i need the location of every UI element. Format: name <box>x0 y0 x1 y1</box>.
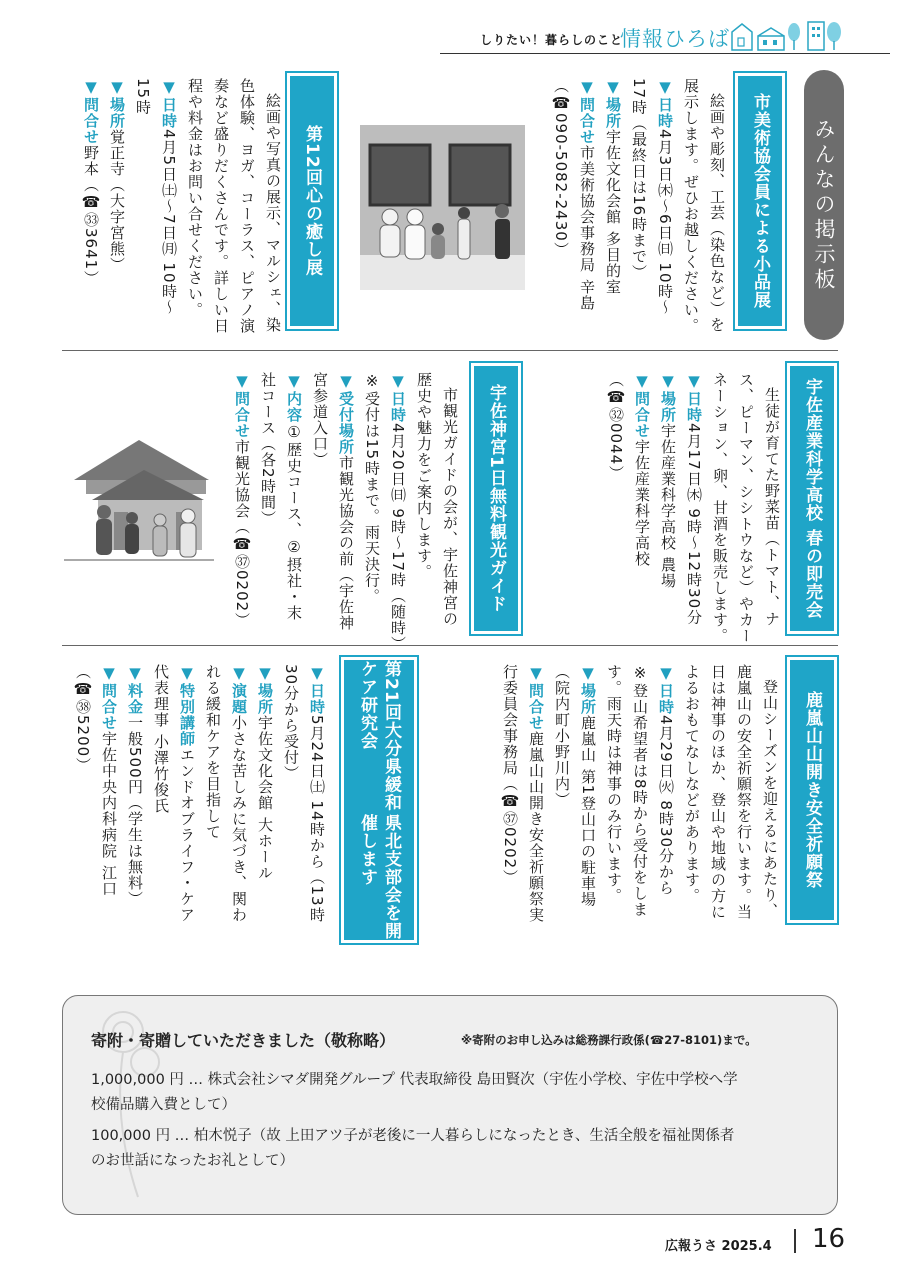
art-place <box>600 78 626 348</box>
donation-entry-1 <box>91 1068 821 1118</box>
date-label: ▼日時 <box>308 664 326 715</box>
sangyo-title <box>790 366 834 631</box>
kanwa-date-cont: 30分から受付） <box>282 664 300 782</box>
art-contact <box>574 78 600 348</box>
jingu-title-text: 宇佐神宮1日無料観光ガイド <box>486 384 506 613</box>
kanko-line: よるおもてなしなどがあります。 <box>683 664 701 904</box>
kanko-line: 日は神事のほか、登山や地域の方に <box>709 664 727 920</box>
iyashi-line: 奏など盛りだくさんです。詳しい日 <box>212 78 230 334</box>
kanwa-theme <box>226 664 252 934</box>
fee-label: ▼料金 <box>126 664 144 715</box>
kanko-line: 登山シーズンを迎えるにあたり、 <box>761 679 779 919</box>
date-label: ▼日時 <box>160 78 178 129</box>
kanko-line: 鹿嵐山の安全祈願祭を行います。当 <box>735 664 753 920</box>
kanwa-place <box>252 664 278 934</box>
place-label: ▼場所 <box>659 372 677 423</box>
art-exhibit-title <box>738 76 782 326</box>
art-line: 展示します。ぜひお越しください。 <box>682 78 700 334</box>
museum-visitors-illustration <box>360 125 525 290</box>
footer-label: 広報うさ 2025.4 <box>665 1239 772 1254</box>
fee-text: 一般500円（学生は無料） <box>126 715 144 907</box>
date-text: 4月17日㈭ 9時～12時30分 <box>685 423 703 626</box>
kanwa-speaker-cont: 代表理事 小澤竹俊氏 <box>152 664 170 814</box>
place-label: ▼場所 <box>604 78 622 129</box>
art-date-cont: 17時（最終日は16時まで） <box>630 78 648 281</box>
sangyo-line: ネーション、卵、甘酒を販売します。 <box>711 372 729 644</box>
contact-label: ▼問合せ <box>100 664 118 731</box>
iyashi-line: 程や料金はお問い合せください。 <box>186 78 204 318</box>
reception-text: 市観光協会の前（宇佐神 <box>337 455 355 631</box>
place-label: ▼場所 <box>579 664 597 715</box>
page-number: 16 <box>812 1224 846 1254</box>
kanko-festival-title <box>790 660 834 920</box>
content-text: ①歴史コース、②摂社・末 <box>285 423 303 621</box>
place-text: 覚正寺（大字宮熊） <box>108 129 126 273</box>
kanwa-title-line2: 県北支部会を開催します <box>357 813 401 940</box>
kanko-contact-cont: 行委員会事務局（☎㊲0202） <box>501 664 519 886</box>
iyashi-title-text: 第12回心の癒し展 <box>302 125 322 277</box>
sangyo-line: 生徒が育てた野菜苗（トマト、ナ <box>763 387 781 627</box>
date-label: ▼日時 <box>656 78 674 129</box>
speaker-label: ▼特別講師 <box>178 664 196 747</box>
iyashi-date <box>156 78 182 348</box>
donation-title: 寄附・寄贈していただきました（敬称略） <box>91 1031 396 1050</box>
shrine-visitors-illustration <box>64 420 214 575</box>
place-label: ▼場所 <box>108 78 126 129</box>
speaker-text: エンドオブライフ・ケア <box>178 747 196 923</box>
section-tag: みんなの掲示板 <box>804 70 844 340</box>
contact-label: ▼問合せ <box>82 78 100 145</box>
header-title: 情報ひろば <box>620 27 730 51</box>
header-subtitle: しりたい！暮らしのこと <box>480 33 624 47</box>
donation-entry-text: 100,000 円 … 柏木悦子（故 上田アツ子が老後に一人暮らしになったとき、生活全般を福祉関係者 <box>91 1128 735 1144</box>
sangyo-line: ス、ピーマン、シシトウなど）やカー <box>737 372 755 644</box>
contact-text: 野本（☎㉝3641） <box>82 145 100 287</box>
jingu-date <box>385 372 411 653</box>
donation-entry-text: 校備品購入費として） <box>91 1097 236 1113</box>
date-label: ▼日時 <box>685 372 703 423</box>
footer-divider <box>794 1229 796 1253</box>
jingu-content-cont: 社コース（各2時間） <box>259 372 277 527</box>
donation-box <box>62 995 838 1215</box>
iyashi-exhibit-title <box>290 76 334 326</box>
sangyo-place <box>655 372 681 642</box>
kanwa-theme-cont: れる緩和ケアを目指して <box>204 664 222 840</box>
jingu-contact <box>229 372 255 642</box>
kanko-title-text: 鹿嵐山山開き安全祈願祭 <box>802 691 822 889</box>
sangyo-contact-tel: （☎㉜0044） <box>607 372 625 482</box>
jingu-line: 市観光ガイドの会が、宇佐神宮の <box>441 387 459 627</box>
donation-note: ※寄附のお申し込みは総務課行政係(☎27-8101)まで。 <box>461 1033 757 1047</box>
jingu-body <box>218 372 463 653</box>
kanko-date <box>653 664 679 934</box>
kanko-note-cont: す。雨天時は神事のみ行います。 <box>605 664 623 904</box>
sangyo-date <box>681 372 707 642</box>
date-text: 5月24日㈯ 14時から（13時 <box>308 715 326 923</box>
kanko-place <box>575 664 601 934</box>
iyashi-place <box>104 78 130 348</box>
art-contact-tel: （☎090-5082-2430） <box>552 78 570 258</box>
row-divider <box>62 350 838 351</box>
donation-entry-2 <box>91 1124 821 1174</box>
date-text: 4月5日㈯～7日㈪ 10時～ <box>160 129 178 316</box>
content-label: ▼内容 <box>285 372 303 423</box>
place-text: 宇佐文化会館 大ホール <box>256 715 274 881</box>
contact-text: 市美術協会事務局 辛島 <box>578 145 596 311</box>
iyashi-date-cont: 15時 <box>134 78 152 116</box>
reception-label: ▼受付場所 <box>337 372 355 455</box>
kanko-contact <box>523 664 549 934</box>
contact-text: 宇佐中央内科病院 江口 <box>100 731 118 897</box>
kanko-note: ※登山希望者は8時から受付をしま <box>631 664 649 918</box>
date-text: 4月20日㈰ 9時～17時（随時） <box>389 423 407 653</box>
date-text: 4月3日㈭～6日㈰ 10時～ <box>656 129 674 316</box>
jingu-note: ※受付は15時まで。雨天決行。 <box>363 372 381 605</box>
date-label: ▼日時 <box>657 664 675 715</box>
kanwa-care-title <box>344 660 414 940</box>
kanwa-body <box>66 664 330 934</box>
contact-text: 鹿嵐山山開き安全祈願祭実 <box>527 731 545 923</box>
date-text: 4月29日㈫ 8時30分から <box>657 715 675 897</box>
contact-text: 市観光協会（☎㊲0202） <box>233 439 251 629</box>
place-label: ▼場所 <box>256 664 274 715</box>
contact-text: 宇佐産業科学高校 <box>633 439 651 567</box>
art-exhibit-title-text: 市美術協会員による小品展 <box>750 93 770 309</box>
iyashi-body <box>66 78 286 348</box>
kanwa-title-line1: 第21回大分県緩和ケア研究会 <box>357 660 401 812</box>
jingu-reception-cont: 宮参道入口） <box>311 372 329 468</box>
kanwa-date <box>304 664 330 934</box>
header-rule <box>440 53 890 54</box>
kanko-body <box>478 664 783 934</box>
contact-label: ▼問合せ <box>527 664 545 731</box>
sangyo-body <box>580 372 785 642</box>
iyashi-line: 絵画や写真の展示、マルシェ、染 <box>264 93 282 333</box>
art-exhibit-body <box>530 78 730 348</box>
contact-label: ▼問合せ <box>578 78 596 145</box>
town-illustration-icon <box>728 18 858 52</box>
theme-label: ▼演題 <box>230 664 248 715</box>
jingu-content <box>281 372 307 642</box>
theme-text: 小さな苦しみに気づき、関わ <box>230 715 248 923</box>
page-header <box>440 14 890 54</box>
donation-entry-text: のお世話になったお礼として） <box>91 1153 294 1169</box>
kanwa-contact-tel: （☎㊳5200） <box>74 664 92 774</box>
iyashi-contact <box>78 78 104 348</box>
iyashi-line: 色体験、ヨガ、コーラス、ピアノ演 <box>238 78 256 334</box>
place-text: 宇佐文化会館 多目的室 <box>604 129 622 295</box>
jingu-reception <box>333 372 359 642</box>
kanko-place-cont: （院内町小野川内） <box>553 664 571 808</box>
kanwa-speaker <box>174 664 200 934</box>
donation-entry-text: 1,000,000 円 … 株式会社シマダ開発グループ 代表取締役 島田賢次（宇佐小学校、宇佐中学校へ学 <box>91 1072 738 1088</box>
place-text: 宇佐産業科学高校 農場 <box>659 423 677 589</box>
art-line: 絵画や彫刻、工芸（染色など）を <box>708 93 726 333</box>
place-text: 鹿嵐山 第1登山口の駐車場 <box>579 715 597 908</box>
jingu-line: 歴史や魅力をご案内します。 <box>415 372 433 580</box>
contact-label: ▼問合せ <box>233 372 251 439</box>
kanwa-contact <box>96 664 122 934</box>
sangyo-contact <box>629 372 655 642</box>
row-divider <box>62 645 838 646</box>
contact-label: ▼問合せ <box>633 372 651 439</box>
art-date <box>652 78 678 348</box>
date-label: ▼日時 <box>389 372 407 423</box>
jingu-guide-title <box>474 366 518 631</box>
sangyo-title-text: 宇佐産業科学高校 春の即売会 <box>802 378 822 619</box>
kanwa-fee <box>122 664 148 934</box>
